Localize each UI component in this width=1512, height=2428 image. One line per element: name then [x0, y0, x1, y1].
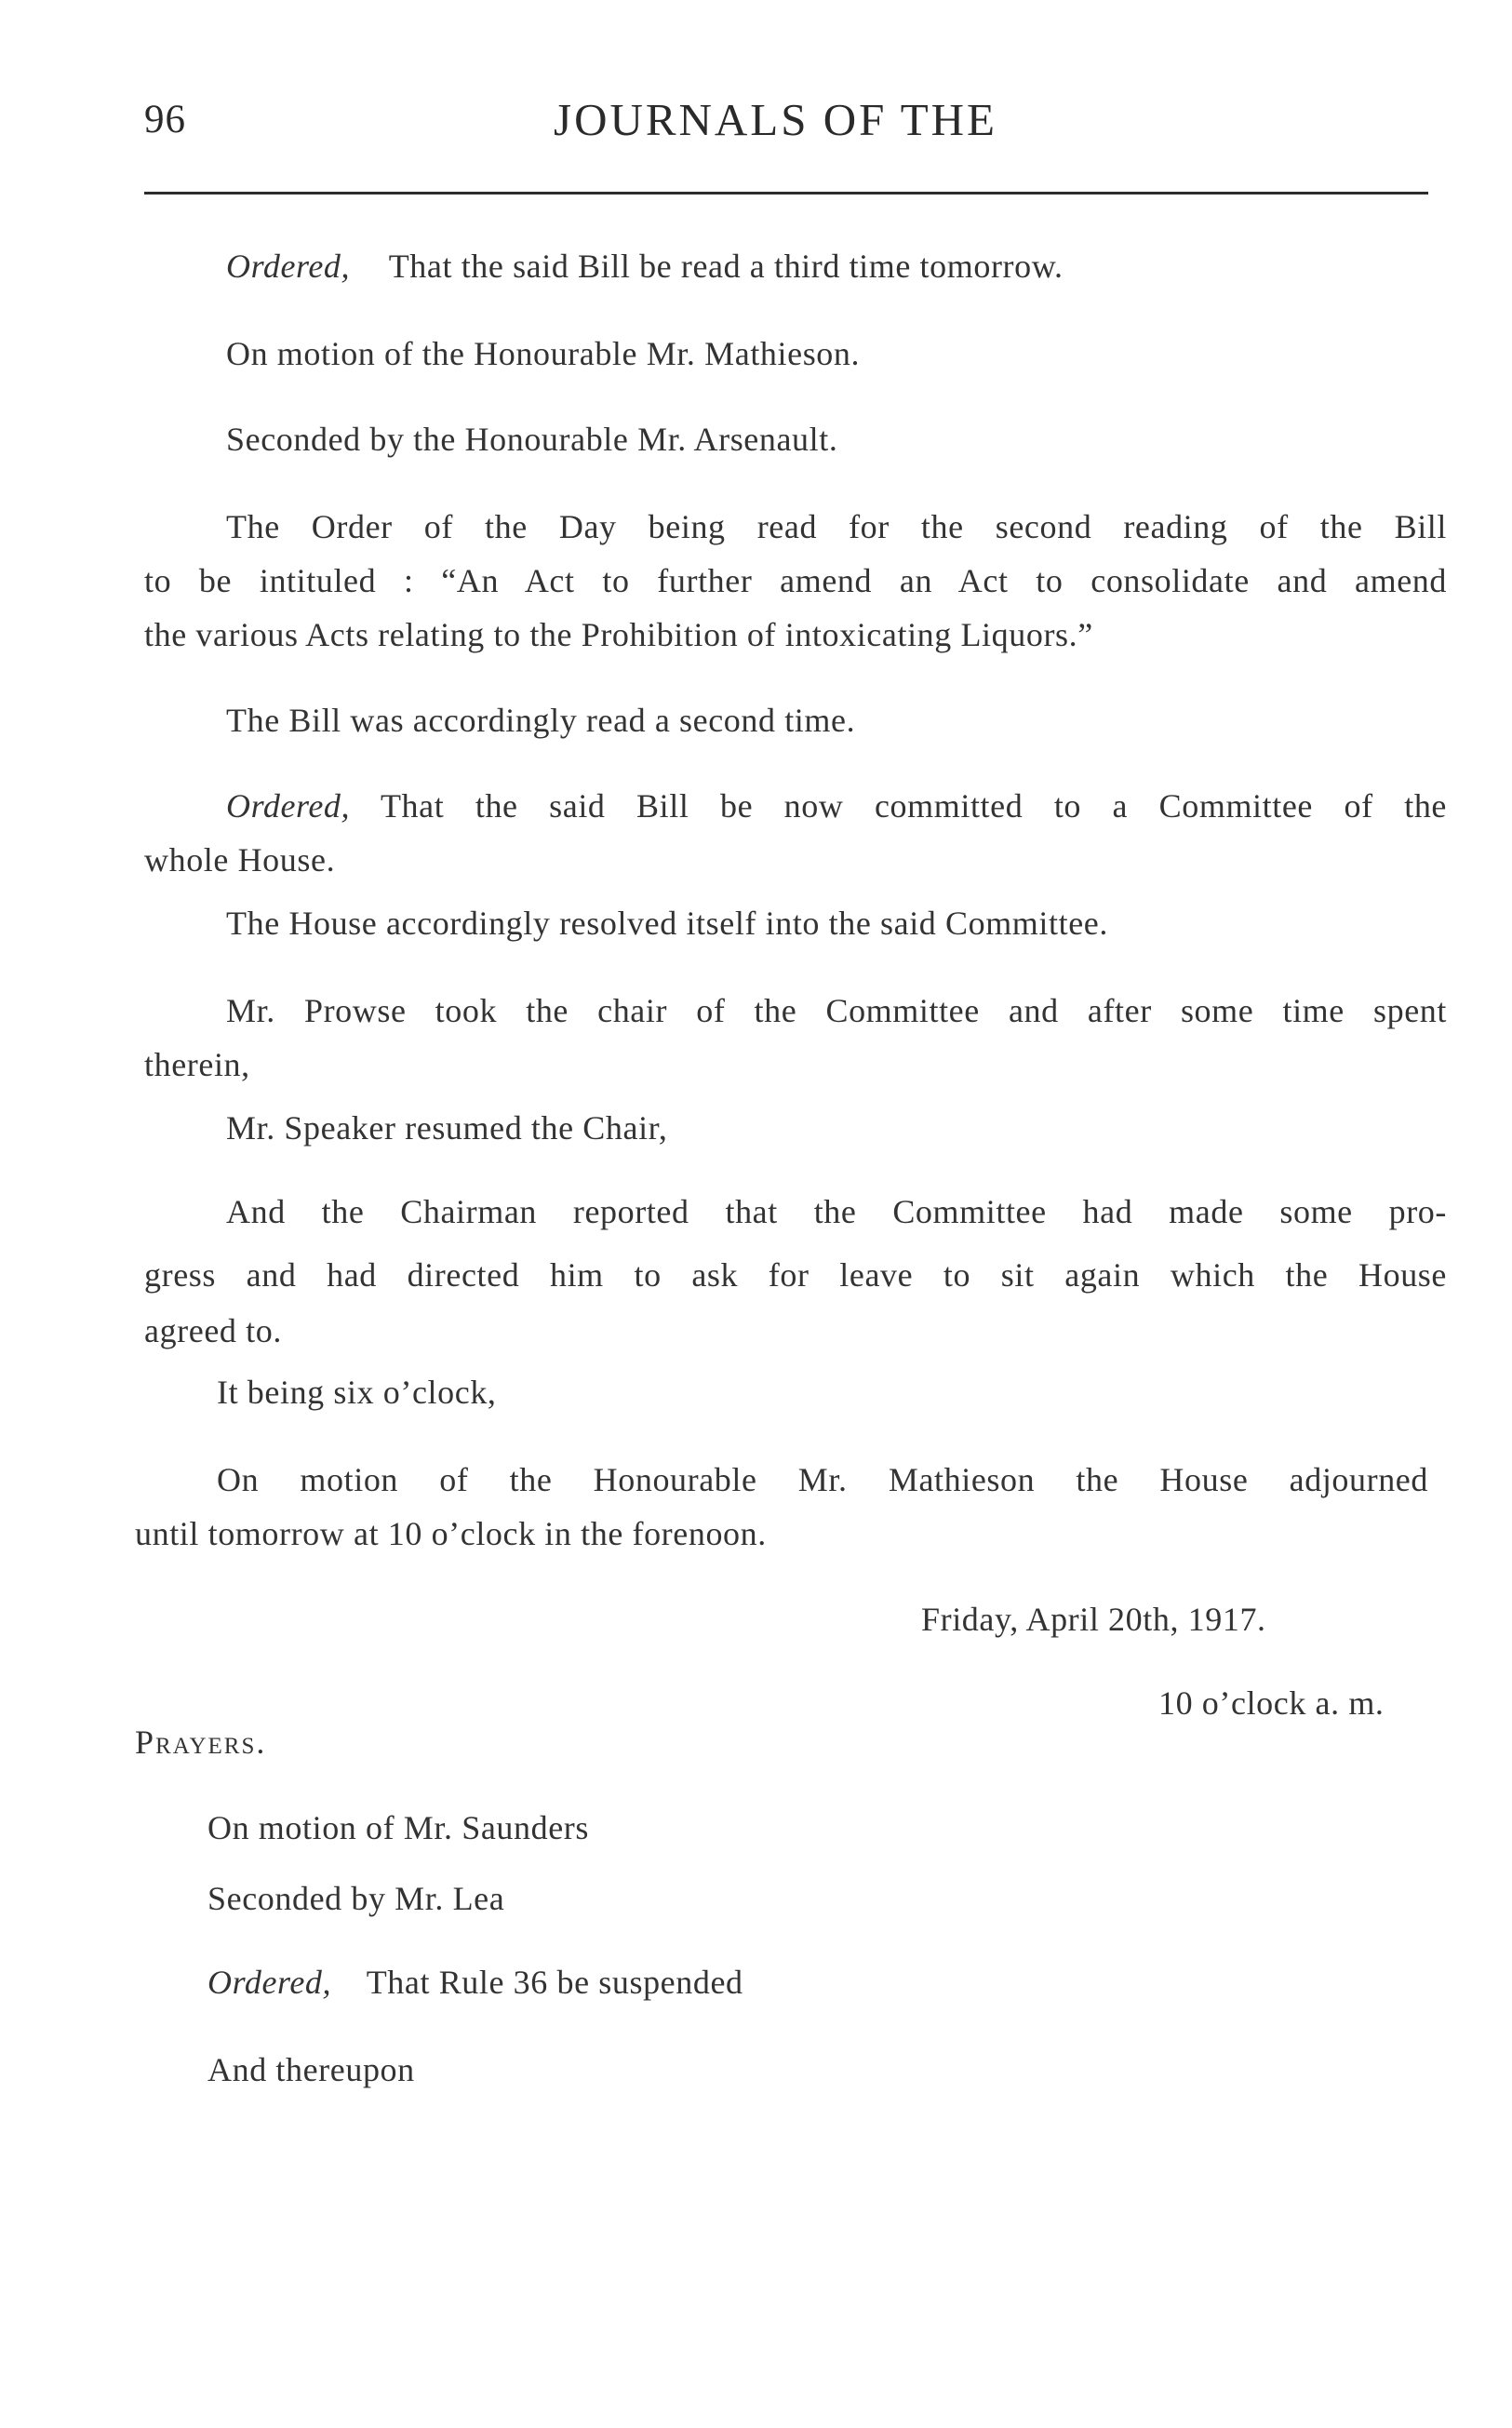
ordered-text: That the said Bill be read a third time tomorrow.: [388, 248, 1064, 285]
seconded-lea: Seconded by Mr. Lea: [207, 1880, 505, 1917]
adjourn-line-2: until tomorrow at 10 o’clock in the forenoon.: [135, 1515, 767, 1552]
running-head: JOURNALS OF THE: [554, 94, 997, 145]
prowse-line-2: therein,: [144, 1046, 250, 1083]
speaker-resumed: Mr. Speaker resumed the Chair,: [226, 1109, 668, 1147]
order-day-line-1: The Order of the Day being read for the second reading of the Bill: [226, 508, 1447, 545]
page-header: [144, 74, 1428, 149]
session-time: 10 o’clock a. m.: [1158, 1684, 1385, 1722]
ordered-rule-suspended: [207, 1960, 743, 2005]
ordered-text: That the said Bill be now committed to a Committee of the: [380, 787, 1447, 825]
ordered-label: Ordered,: [207, 1964, 332, 2001]
prowse-line-1: Mr. Prowse took the chair of the Committee and after some time spent: [226, 992, 1447, 1029]
six-oclock: It being six o’clock,: [217, 1374, 497, 1411]
seconded-arsenault: Seconded by the Honourable Mr. Arsenault.: [226, 421, 838, 458]
chairman-line-3: agreed to.: [144, 1312, 282, 1349]
second-reading-statement: The Bill was accordingly read a second time.: [226, 702, 856, 739]
resolved-committee: The House accordingly resolved itself into the said Committee.: [226, 905, 1108, 942]
order-day-line-3: the various Acts relating to the Prohibition of intoxicating Liquors.”: [144, 616, 1093, 653]
session-date: Friday, April 20th, 1917.: [921, 1601, 1266, 1638]
order-day-line-2: to be intituled : “An Act to further amend an Act to consolidate and amend: [144, 562, 1447, 599]
chairman-line-2: gress and had directed him to ask for leave to sit again which the House: [144, 1256, 1447, 1294]
motion-saunders: On motion of Mr. Saunders: [207, 1809, 589, 1846]
ordered-third-reading: [226, 244, 1064, 288]
motion-mathieson: On motion of the Honourable Mr. Mathieson.: [226, 335, 861, 372]
header-rule: [144, 192, 1428, 195]
and-thereupon: And thereupon: [207, 2051, 415, 2088]
chairman-line-1: And the Chairman reported that the Committee had made some pro-: [226, 1193, 1447, 1230]
ordered-label: Ordered,: [226, 787, 351, 825]
adjourn-line-1: On motion of the Honourable Mr. Mathieson the House adjourned: [217, 1461, 1428, 1498]
ordered-label: Ordered,: [226, 248, 351, 285]
page-number: 96: [144, 98, 186, 141]
ordered-text: That Rule 36 be suspended: [366, 1964, 743, 2001]
prayers-heading: Prayers.: [135, 1724, 267, 1761]
ordered-committee-line-2: whole House.: [144, 841, 336, 879]
ordered-committee-line-1: [226, 784, 1447, 828]
